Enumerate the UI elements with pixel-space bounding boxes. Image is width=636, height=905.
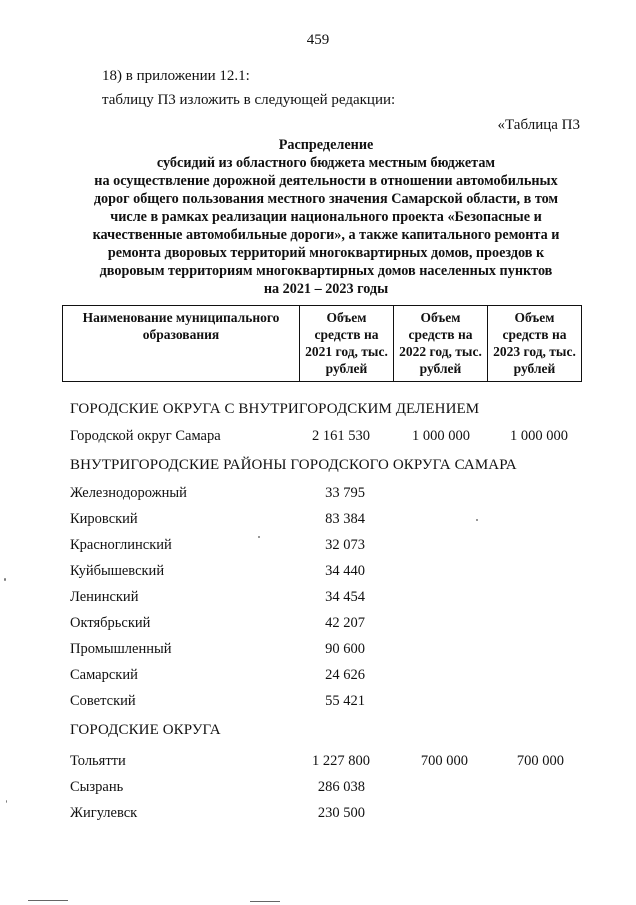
section-title: ВНУТРИГОРОДСКИЕ РАЙОНЫ ГОРОДСКОГО ОКРУГА САМАРА <box>70 457 517 473</box>
value-2021: 83 384 <box>325 511 365 527</box>
title-line: дворовым территориям многоквартирных домов населенных пунктов <box>99 263 553 279</box>
scan-speck <box>4 578 6 581</box>
value-2021: 55 421 <box>325 693 365 709</box>
row-name: Самарский <box>70 667 138 683</box>
intro-line-1: 18) в приложении 12.1: <box>102 68 250 84</box>
row-name: Советский <box>70 693 136 709</box>
row-name: Красноглинский <box>70 537 172 553</box>
row-name: Куйбышевский <box>70 563 165 579</box>
row-name: Тольятти <box>70 753 126 769</box>
page-number: 459 <box>306 32 330 48</box>
value-2022: 700 000 <box>420 753 468 769</box>
value-2021: 32 073 <box>325 537 365 553</box>
title-line: Распределение <box>278 137 374 153</box>
title-line: числе в рамках реализации национального проекта «Безопасные и <box>110 209 542 225</box>
value-2021: 286 038 <box>317 779 365 795</box>
title-line: на 2021 – 2023 годы <box>263 281 389 297</box>
document-title <box>0 136 636 298</box>
row-name: Железнодорожный <box>70 485 187 501</box>
title-line: субсидий из областного бюджета местным бюджетам <box>156 155 496 171</box>
row-name: Сызрань <box>70 779 124 795</box>
value-2023: 700 000 <box>516 753 564 769</box>
value-2021: 34 440 <box>325 563 365 579</box>
scan-speck <box>258 536 260 538</box>
scan-speck <box>476 519 478 521</box>
value-2021: 1 227 800 <box>312 753 370 769</box>
row-name: Промышленный <box>70 641 172 657</box>
intro-line-2: таблицу П3 изложить в следующей редакции: <box>102 92 396 108</box>
value-2023: 1 000 000 <box>510 428 568 444</box>
scan-edge-line <box>250 901 280 902</box>
value-2021: 34 454 <box>325 589 365 605</box>
title-line: ремонта дворовых территорий многоквартирных домов, проездов к <box>107 245 545 261</box>
value-2022: 1 000 000 <box>412 428 470 444</box>
section-title: ГОРОДСКИЕ ОКРУГА С ВНУТРИГОРОДСКИМ ДЕЛЕНИЕМ <box>70 401 480 417</box>
header-2023: Объем средств на 2023 год, тыс. рублей <box>488 306 582 382</box>
title-line: качественные автомобильные дороги», а также капитального ремонта и <box>92 227 560 243</box>
row-name: Октябрьский <box>70 615 151 631</box>
header-2021: Объем средств на 2021 год, тыс. рублей <box>300 306 394 382</box>
table-reference: «Таблица П3 <box>497 117 580 133</box>
scan-edge-line <box>28 900 68 901</box>
value-2021: 230 500 <box>317 805 365 821</box>
title-line: на осуществление дорожной деятельности в отношении автомобильных <box>94 173 558 189</box>
value-2021: 90 600 <box>325 641 365 657</box>
title-line: дорог общего пользования местного значения Самарской области, в том <box>93 191 559 207</box>
table-header <box>62 305 582 382</box>
value-2021: 24 626 <box>325 667 365 683</box>
header-name: Наименование муниципального образования <box>63 306 300 382</box>
value-2021: 2 161 530 <box>312 428 370 444</box>
scan-speck <box>6 800 7 803</box>
header-2022: Объем средств на 2022 год, тыс. рублей <box>394 306 488 382</box>
value-2021: 42 207 <box>325 615 365 631</box>
row-name: Кировский <box>70 511 138 527</box>
row-name: Жигулевск <box>70 805 138 821</box>
row-name: Городской округ Самара <box>70 428 221 444</box>
row-name: Ленинский <box>70 589 139 605</box>
section-title: ГОРОДСКИЕ ОКРУГА <box>70 722 221 738</box>
value-2021: 33 795 <box>325 485 365 501</box>
